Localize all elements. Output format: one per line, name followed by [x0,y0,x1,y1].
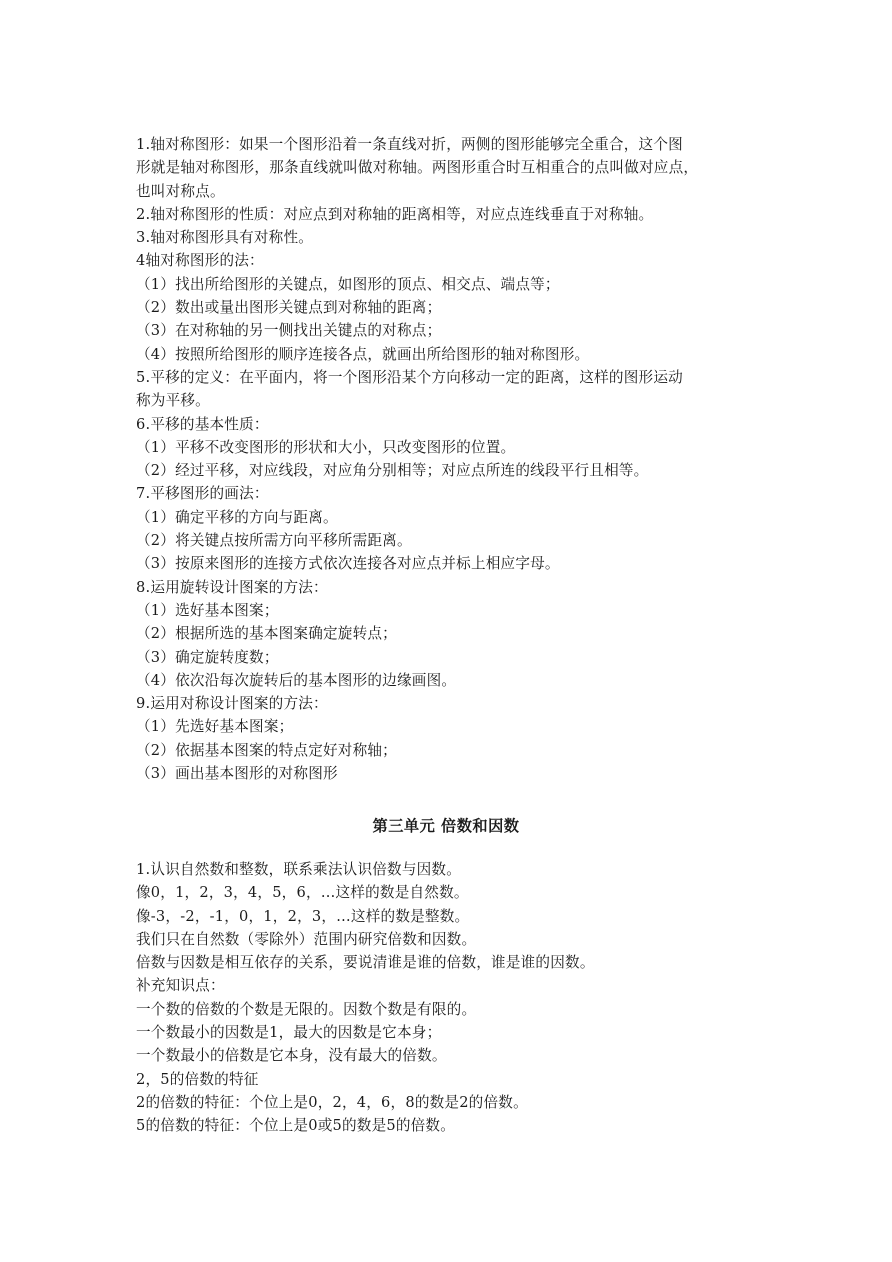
paragraph-line: （1）先选好基本图案； [136,718,294,736]
paragraph-line: 5.平移的定义：在平面内，将一个图形沿某个方向移动一定的距离，这样的图形运动 [136,368,683,386]
paragraph-line: 一个数的倍数的个数是无限的。因数个数是有限的。 [136,1000,477,1018]
paragraph-line: 4轴对称图形的法： [136,252,264,270]
paragraph-line: （2）将关键点按所需方向平移所需距离。 [136,532,412,550]
paragraph-line: 2的倍数的特征：个位上是0，2，4，6，8的数是2的倍数。 [136,1093,528,1111]
paragraph-line: （3）按原来图形的连接方式依次连接各对应点并标上相应字母。 [136,555,560,573]
paragraph-line: 1.认识自然数和整数，联系乘法认识倍数与因数。 [136,861,461,878]
paragraph-line: 2，5的倍数的特征 [136,1070,259,1088]
paragraph-line: 3.轴对称图形具有对称性。 [136,229,314,247]
paragraph-line: 补充知识点： [136,977,225,995]
paragraph-line: 5的倍数的特征：个位上是0或5的数是5的倍数。 [136,1117,456,1135]
paragraph-line: 称为平移。 [136,392,210,410]
paragraph-line: 也叫对称点。 [136,182,225,200]
paragraph-line: 一个数最小的倍数是它本身，没有最大的倍数。 [136,1047,447,1065]
paragraph-line: （1）找出所给图形的关键点，如图形的顶点、相交点、端点等； [136,275,560,293]
paragraph-line: 8.运用旋转设计图案的方法： [136,578,328,596]
paragraph-line: 1.轴对称图形：如果一个图形沿着一条直线对折，两侧的图形能够完全重合，这个图 [136,136,683,153]
paragraph-line: 像0，1，2，3，4，5，6，…这样的数是自然数。 [136,884,469,902]
paragraph-line: （3）画出基本图形的对称图形 [136,765,338,783]
paragraph-line: （2）依据基本图案的特点定好对称轴； [136,741,397,759]
paragraph-line: （2）根据所选的基本图案确定旋转点； [136,625,397,643]
section-multiples-and-factors [136,858,766,1138]
paragraph-line: （3）在对称轴的另一侧找出关键点的对称点； [136,322,442,340]
paragraph-line: 形就是轴对称图形，那条直线就叫做对称轴。两图形重合时互相重合的点叫做对应点， [136,159,699,177]
paragraph-line: 倍数与因数是相互依存的关系，要说清谁是谁的倍数，谁是谁的因数。 [136,954,595,972]
paragraph-line: （2）数出或量出图形关键点到对称轴的距离； [136,299,442,317]
paragraph-line: 9.运用对称设计图案的方法： [136,695,328,713]
section-geometry-transformations [136,133,766,785]
paragraph-line: 我们只在自然数（零除外）范围内研究倍数和因数。 [136,930,477,948]
paragraph-line: （4）按照所给图形的顺序连接各点，就画出所给图形的轴对称图形。 [136,345,590,363]
paragraph-line: 一个数最小的因数是1，最大的因数是它本身； [136,1024,442,1042]
paragraph-line: （4）依次沿每次旋转后的基本图形的边缘画图。 [136,671,457,689]
paragraph-line: 2.轴对称图形的性质：对应点到对称轴的距离相等，对应点连线垂直于对称轴。 [136,205,654,223]
section-heading: 第三单元 倍数和因数 [372,817,520,835]
paragraph-line: （1）平移不改变图形的形状和大小，只改变图形的位置。 [136,438,516,456]
paragraph-line: （2）经过平移，对应线段，对应角分别相等；对应点所连的线段平行且相等。 [136,462,649,480]
paragraph-line: （3）确定旋转度数； [136,648,279,666]
paragraph-line: （1）选好基本图案； [136,601,279,619]
paragraph-line: 6.平移的基本性质： [136,415,269,433]
paragraph-line: 7.平移图形的画法： [136,485,269,503]
paragraph-line: 像-3，-2，-1，0，1，2，3，…这样的数是整数。 [136,907,470,925]
paragraph-line: （1）确定平移的方向与距离。 [136,508,338,526]
